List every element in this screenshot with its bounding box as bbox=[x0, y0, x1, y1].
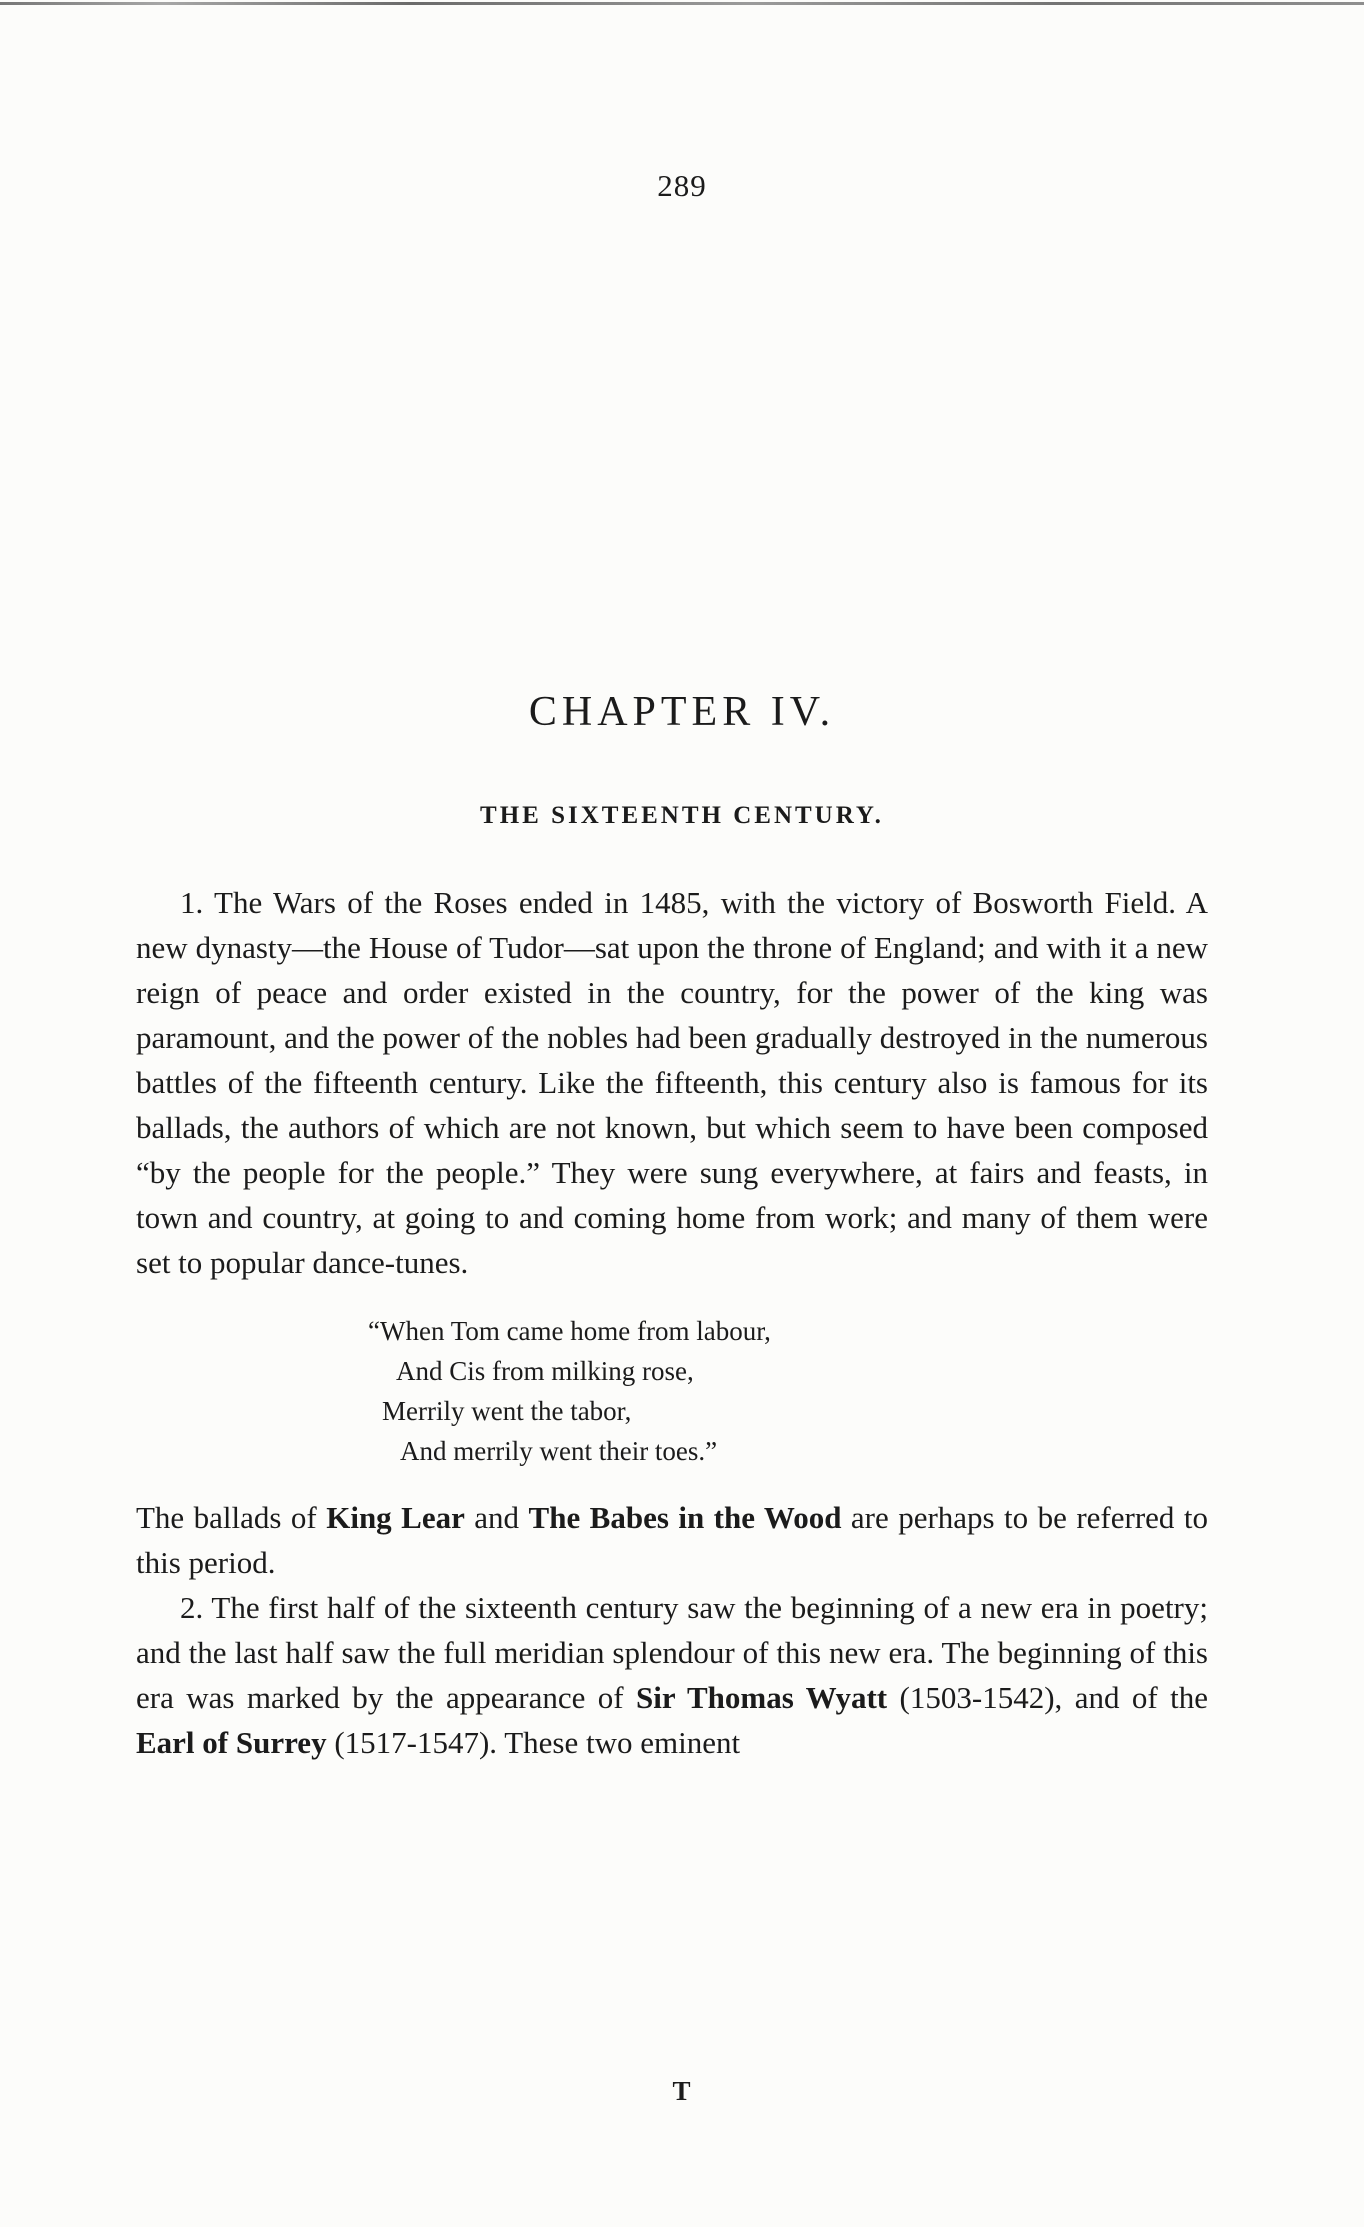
poem-line: And merrily went their toes.” bbox=[400, 1436, 718, 1466]
poem-line: “When Tom came home from labour, bbox=[368, 1316, 771, 1346]
section-heading: THE SIXTEENTH CENTURY. bbox=[480, 802, 884, 829]
poem-line: And Cis from milking rose, bbox=[396, 1356, 694, 1386]
paragraph-2 bbox=[136, 1495, 1208, 1585]
paragraph-1: 1. The Wars of the Roses ended in 1485, with the victory of Bosworth Field. A new dynasty—the House of Tudor—sat upon the throne of England; and with it a new reign of peace and order existed in the country, for the power of the king was paramount, and the power of the nobles had been gradually destroyed in the numerous battles of the fifteenth century. Like the fifteenth, this century also is famous for its ballads, the authors of which are not known, but which seem to have been composed “by the people for the people.” They were sung everywhere, at fairs and feasts, in town and country, at going to and coming home from work; and many of them were set to popular dance-tunes. bbox=[136, 885, 1208, 1280]
paragraph-3-text: (1503-1542), and of the bbox=[887, 1680, 1208, 1715]
paragraph-3 bbox=[136, 1585, 1208, 1765]
paragraph-3-text: (1517-1547). These two eminent bbox=[326, 1725, 741, 1760]
paragraph-2-text: The ballads of bbox=[136, 1500, 327, 1535]
text-column bbox=[136, 880, 1208, 1765]
paragraph-2-text: are perhaps to be referred to this period. bbox=[136, 1500, 1208, 1580]
author-name-wyatt: Sir Thomas Wyatt bbox=[636, 1680, 888, 1715]
signature-mark: T bbox=[672, 2076, 692, 2106]
paragraph-3-text: 2. The first half of the sixteenth century saw the beginning of a new era in poetry; and the last half saw the full meridian splendour of this new era. The beginning of this era was marked by the appearance of bbox=[136, 1590, 1208, 1715]
poem-line: Merrily went the tabor, bbox=[382, 1396, 632, 1426]
page-top-scan-edge bbox=[0, 2, 1364, 5]
paragraph-2-text: and bbox=[464, 1500, 529, 1535]
author-name-surrey: Earl of Surrey bbox=[136, 1725, 327, 1760]
ballad-title-king-lear: King Lear bbox=[326, 1500, 465, 1535]
ballad-title-babes-in-the-wood: The Babes in the Wood bbox=[528, 1500, 842, 1535]
poem-block bbox=[368, 1311, 1208, 1471]
page-number: 289 bbox=[657, 168, 707, 203]
chapter-heading: CHAPTER IV. bbox=[528, 689, 836, 735]
